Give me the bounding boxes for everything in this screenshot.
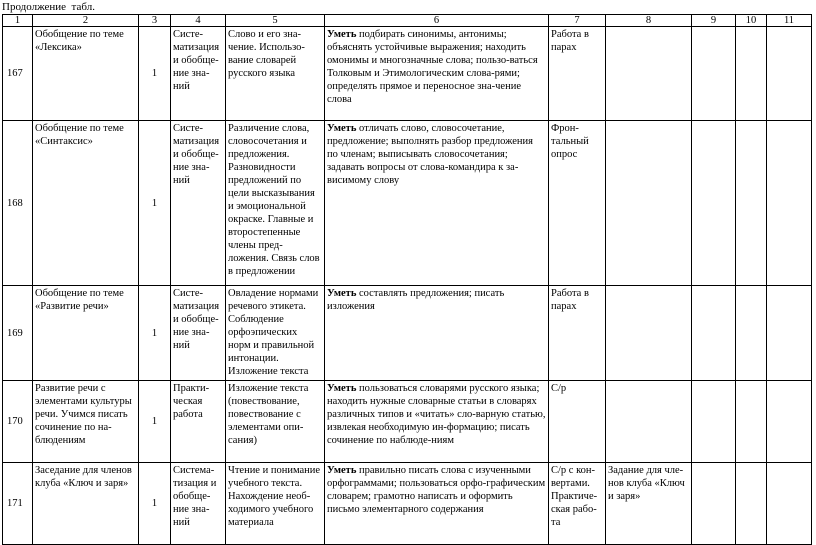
lesson-plan-table (2, 14, 812, 545)
lesson-hours: 1 (139, 121, 171, 286)
empty-cell (767, 381, 812, 463)
lesson-hours: 1 (139, 286, 171, 381)
header-cell: 6 (325, 15, 549, 27)
lesson-topic: Обобщение по теме «Развитие речи» (33, 286, 139, 381)
lesson-skills (325, 27, 549, 121)
skills-lead: Уметь (327, 288, 357, 299)
lesson-homework: Задание для чле-нов клуба «Ключ и заря» (606, 463, 692, 545)
header-cell: 5 (226, 15, 325, 27)
lesson-control: Работа в парах (549, 286, 606, 381)
lesson-hours: 1 (139, 27, 171, 121)
table-row (3, 286, 812, 381)
empty-cell (692, 286, 736, 381)
lesson-hours: 1 (139, 463, 171, 545)
empty-cell (736, 27, 767, 121)
header-cell: 1 (3, 15, 33, 27)
lesson-number: 169 (3, 286, 33, 381)
lesson-hours: 1 (139, 381, 171, 463)
header-cell: 4 (171, 15, 226, 27)
skills-text: отличать слово, словосочетание, предложение; выполнять разбор предложения по членам; выписывать словосочетания; задавать вопросы от слова-командира к за-висимому слову (327, 123, 533, 186)
lesson-topic: Обобщение по теме «Лексика» (33, 27, 139, 121)
empty-cell (692, 463, 736, 545)
skills-lead: Уметь (327, 29, 357, 40)
table-row (3, 27, 812, 121)
lesson-homework (606, 27, 692, 121)
skills-text: правильно писать слова с изученными орфограммами; пользоваться орфо-графическим словарем; грамотно написать и оформить письмо элементарного содержания (327, 465, 546, 515)
table-row (3, 121, 812, 286)
empty-cell (767, 286, 812, 381)
lesson-type: Практи-ческая работа (171, 381, 226, 463)
empty-cell (736, 463, 767, 545)
skills-text: пользоваться словарями русского языка; находить нужные словарные статьи в словарях различных типов и «читать» сло-варную статью, извлекая необходимую ин-формацию; писать сочинение по наблюде-ниям (327, 383, 546, 446)
empty-cell (692, 27, 736, 121)
skills-text: подбирать синонимы, антонимы; объяснять устойчивые выражения; находить омонимы и многозначные слова; пользо-ваться Толковым и Этимологическим слова-рями; определять прямое и переносное зна-чение слова (327, 29, 538, 105)
lesson-number: 168 (3, 121, 33, 286)
skills-lead: Уметь (327, 465, 357, 476)
lesson-topic: Обобщение по теме «Синтаксис» (33, 121, 139, 286)
header-cell: 8 (606, 15, 692, 27)
table-row (3, 463, 812, 545)
header-cell: 10 (736, 15, 767, 27)
lesson-content: Изложение текста (повествование, повествование с элементами опи-сания) (226, 381, 325, 463)
lesson-type: Система-тизация и обобще-ние зна-ний (171, 463, 226, 545)
header-cell: 9 (692, 15, 736, 27)
lesson-content: Различение слова, словосочетания и предложения. Разновидности предложений по цели высказывания и эмоциональной окраске. Главные и второстепенные члены пред-ложения. Связь слов в предложении (226, 121, 325, 286)
lesson-control: С/р (549, 381, 606, 463)
empty-cell (736, 381, 767, 463)
lesson-skills (325, 286, 549, 381)
lesson-content: Слово и его зна-чение. Использо-вание словарей русского языка (226, 27, 325, 121)
empty-cell (736, 286, 767, 381)
header-cell: 2 (33, 15, 139, 27)
table-row (3, 381, 812, 463)
lesson-skills (325, 381, 549, 463)
skills-lead: Уметь (327, 383, 357, 394)
lesson-control: Работа в парах (549, 27, 606, 121)
empty-cell (692, 121, 736, 286)
skills-text: составлять предложения; писать изложения (327, 288, 505, 312)
lesson-topic: Заседание для членов клуба «Ключ и заря» (33, 463, 139, 545)
lesson-control: С/р с кон-вертами. Практиче-ская рабо-та (549, 463, 606, 545)
lesson-content: Овладение нормами речевого этикета. Соблюдение орфоэпических норм и правильной интонации. Изложение текста (226, 286, 325, 381)
header-cell: 11 (767, 15, 812, 27)
lesson-skills (325, 463, 549, 545)
lesson-number: 171 (3, 463, 33, 545)
lesson-content: Чтение и понимание учебного текста. Нахождение необ-ходимого учебного материала (226, 463, 325, 545)
table-caption: Продолжение табл. (2, 1, 95, 13)
lesson-homework (606, 286, 692, 381)
empty-cell (692, 381, 736, 463)
empty-cell (767, 463, 812, 545)
empty-cell (767, 27, 812, 121)
lesson-topic: Развитие речи с элементами культуры речи. Учимся писать сочинение по на-блюдениям (33, 381, 139, 463)
lesson-type: Систе-матизация и обобще-ние зна-ний (171, 286, 226, 381)
lesson-type: Систе-матизация и обобще-ние зна-ний (171, 27, 226, 121)
skills-lead: Уметь (327, 123, 357, 134)
lesson-homework (606, 121, 692, 286)
lesson-number: 167 (3, 27, 33, 121)
lesson-homework (606, 381, 692, 463)
lesson-skills (325, 121, 549, 286)
empty-cell (736, 121, 767, 286)
header-row (3, 15, 812, 27)
lesson-number: 170 (3, 381, 33, 463)
lesson-control: Фрон-тальный опрос (549, 121, 606, 286)
lesson-type: Систе-матизация и обобще-ние зна-ний (171, 121, 226, 286)
header-cell: 3 (139, 15, 171, 27)
header-cell: 7 (549, 15, 606, 27)
empty-cell (767, 121, 812, 286)
